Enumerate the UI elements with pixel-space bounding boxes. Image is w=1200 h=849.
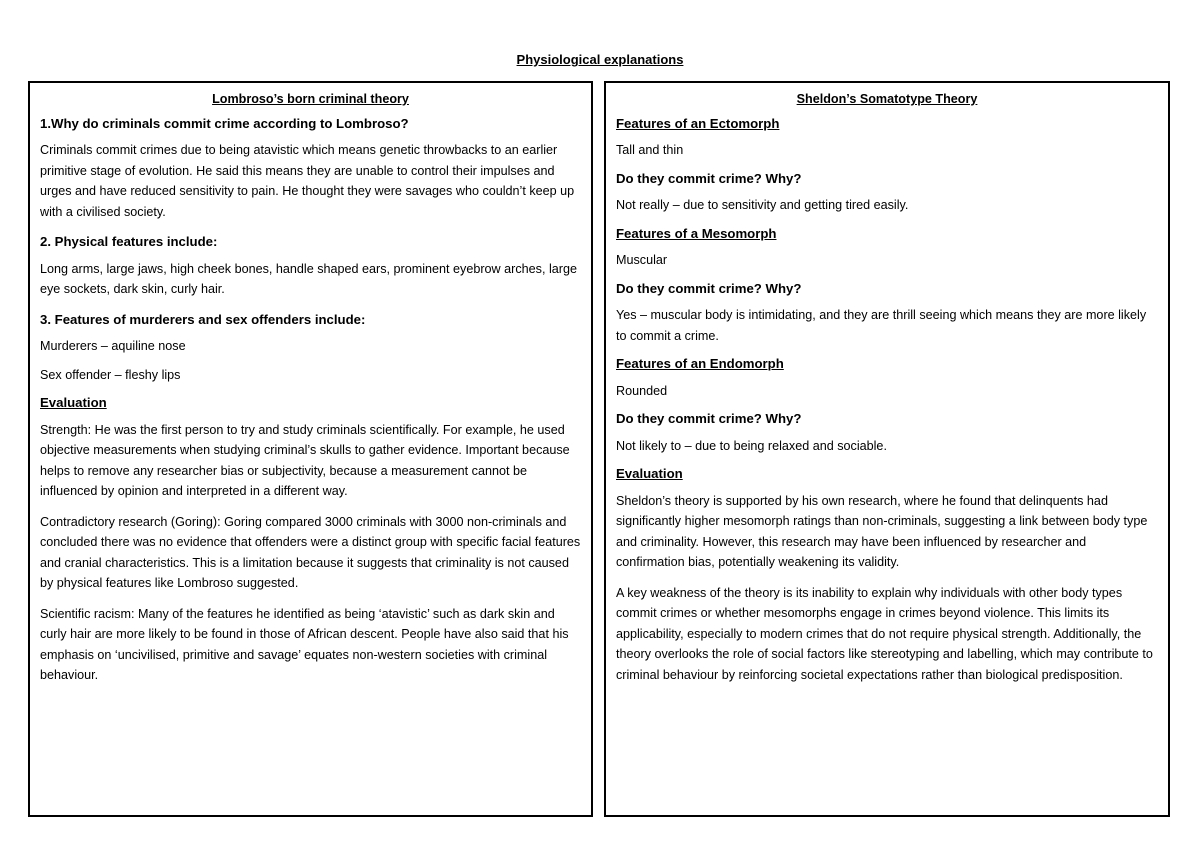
- mesomorph-answer: Yes – muscular body is intimidating, and they are thrill seeing which means they are more likely to commit a crime.: [616, 308, 1147, 343]
- murderers-feature: Murderers – aquiline nose: [40, 339, 186, 353]
- mesomorph-features: Muscular: [616, 253, 668, 267]
- sheldon-heading: Sheldon’s Somatotype Theory: [796, 92, 978, 106]
- racism-paragraph: Scientific racism: Many of the features he identified as being ‘atavistic’ such as dark skin and curly hair are more likely to be found in those of African descent. People have also said that his emphasis on ‘uncivilised, primitive and savage’ equates non-western societies with criminal behaviour.: [40, 606, 569, 682]
- page-title: Physiological explanations: [516, 52, 684, 67]
- mesomorph-heading: Features of a Mesomorph: [616, 225, 777, 241]
- sheldon-panel: [604, 81, 1170, 817]
- sheldon-evaluation-2: A key weakness of the theory is its inability to explain why individuals with other body types commit crimes or whether mesomorphs engage in crimes beyond violence. This limits its applicability, especially to modern crimes that do not require physical strength. Additionally, the theory overlooks the role of social factors like stereotyping and labelling, which may contribute to criminal behaviour by reinforcing societal expectations rather than biological predisposition.: [616, 585, 1153, 682]
- question-2: 2. Physical features include:: [40, 234, 218, 249]
- answer-2: Long arms, large jaws, high cheek bones, handle shaped ears, prominent eyebrow arches, large eye sockets, dark skin, curly hair.: [40, 261, 577, 296]
- ectomorph-features: Tall and thin: [616, 143, 684, 157]
- endomorph-answer: Not likely to – due to being relaxed and sociable.: [616, 438, 887, 453]
- sex-offender-feature: Sex offender – fleshy lips: [40, 367, 181, 382]
- mesomorph-question: Do they commit crime? Why?: [616, 280, 802, 296]
- lombroso-evaluation-heading: Evaluation: [40, 395, 107, 410]
- question-1: 1.Why do criminals commit crime according to Lombroso?: [40, 115, 409, 131]
- strength-paragraph: Strength: He was the first person to try and study criminals scientifically. For example, he used objective measurements when studying criminal’s skulls to gather evidence. Important because helps to remove any researcher bias or subjectivity, because a measurement cannot be influenced by opinion and interpreted in a different way.: [40, 422, 570, 498]
- endomorph-features: Rounded: [616, 383, 668, 398]
- sheldon-evaluation-1: Sheldon’s theory is supported by his own research, where he found that delinquents had significantly higher mesomorph ratings than non-criminals, suggesting a link between body type and criminality. However, this research may have been influenced by researcher and confirmation bias, potentially weakening its validity.: [616, 493, 1148, 569]
- ectomorph-answer: Not really – due to sensitivity and getting tired easily.: [616, 198, 909, 212]
- ectomorph-question: Do they commit crime? Why?: [616, 170, 802, 186]
- endomorph-heading: Features of an Endomorph: [616, 356, 784, 371]
- endomorph-question: Do they commit crime? Why?: [616, 411, 802, 426]
- sheldon-evaluation-heading: Evaluation: [616, 466, 683, 481]
- lombroso-panel: [28, 81, 593, 817]
- answer-1: Criminals commit crimes due to being atavistic which means genetic throwbacks to an earlier primitive stage of evolution. He said this means they are unable to control their impulses and urges and have reduced sensitivity to pain. He thought they were savages who couldn’t keep up with a civilised society.: [40, 143, 575, 219]
- lombroso-heading: Lombroso’s born criminal theory: [212, 92, 409, 106]
- contradictory-paragraph: Contradictory research (Goring): Goring compared 3000 criminals with 3000 non-criminals and concluded there was no evidence that offenders were a distinct group with specific facial features and cranial characteristics. This is a limitation because it suggests that criminality is not caused by physical features like Lombroso suggested.: [40, 514, 581, 590]
- ectomorph-heading: Features of an Ectomorph: [616, 115, 780, 131]
- question-3: 3. Features of murderers and sex offenders include:: [40, 311, 366, 327]
